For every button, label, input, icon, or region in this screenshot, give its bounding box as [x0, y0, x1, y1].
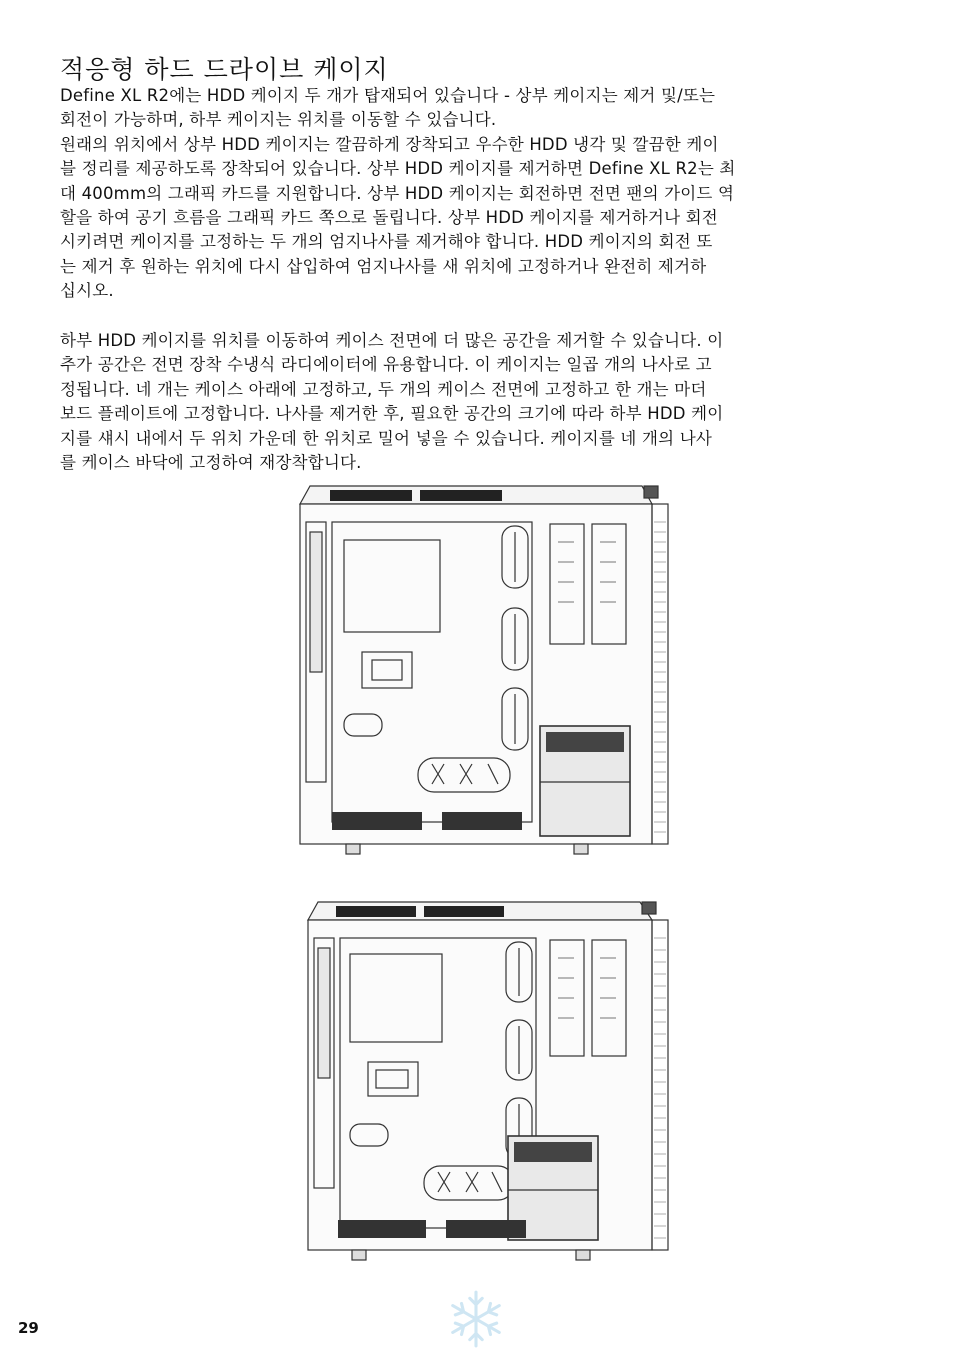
paragraph-line: 지를 섀시 내에서 두 위치 가운데 한 위치로 밀어 넣을 수 있습니다. 케이지를 네 개의 나사	[60, 428, 712, 448]
paragraph-line: 보드 플레이트에 고정합니다. 나사를 제거한 후, 필요한 공간의 크기에 따라 하부 HDD 케이	[60, 404, 724, 424]
paragraph-line: 는 제거 후 원하는 위치에 다시 삽입하여 엄지나사를 새 위치에 고정하거나 완전히 제거하	[60, 256, 707, 276]
paragraph-line: 원래의 위치에서 상부 HDD 케이지는 깔끔하게 장착되고 우수한 HDD 냉각 및 깔끔한 케이	[60, 134, 719, 154]
snowflake-icon	[445, 1288, 507, 1350]
paragraph-line: 할을 하여 공기 흐름을 그래픽 카드 쪽으로 돌립니다. 상부 HDD 케이지를 제거하거나 회전	[60, 208, 718, 228]
paragraph-line: 회전이 가능하며, 하부 케이지는 위치를 이동할 수 있습니다.	[60, 110, 497, 130]
paragraph-line: 대 400mm의 그래픽 카드를 지원합니다. 상부 HDD 케이지는 회전하면 전면 팬의 가이드 역	[60, 183, 735, 203]
paragraph-line: 정됩니다. 네 개는 케이스 아래에 고정하고, 두 개의 케이스 전면에 고정하고 한 개는 마더	[60, 379, 707, 399]
paragraph-line: 시키려면 케이지를 고정하는 두 개의 엄지나사를 제거해야 합니다. HDD 케이지의 회전 또	[60, 232, 713, 252]
paragraph-line: 블 정리를 제공하도록 장착되어 있습니다. 상부 HDD 케이지를 제거하면 Define XL R2는 최	[60, 159, 736, 179]
paragraph-line: 추가 공간은 전면 장착 수냉식 라디에이터에 유용합니다. 이 케이지는 일곱 개의 나사로 고	[60, 355, 712, 375]
paragraph-1	[60, 84, 900, 304]
paragraph-line: 를 케이스 바닥에 고정하여 재장착합니다.	[60, 453, 362, 473]
case-illustration-bottom	[300, 898, 672, 1286]
paragraph-line: 하부 HDD 케이지를 위치를 이동하여 케이스 전면에 더 많은 공간을 제거할 수 있습니다. 이	[60, 331, 724, 350]
paragraph-line: Define XL R2에는 HDD 케이지 두 개가 탑재되어 있습니다 - 상부 케이지는 제거 및/또는	[60, 86, 716, 105]
case-illustration-top	[292, 482, 670, 882]
paragraph-2	[60, 329, 900, 475]
page-title: 적응형 하드 드라이브 케이지	[60, 55, 389, 84]
paragraph-line: 십시오.	[60, 281, 114, 301]
page-number: 29	[18, 1319, 39, 1337]
